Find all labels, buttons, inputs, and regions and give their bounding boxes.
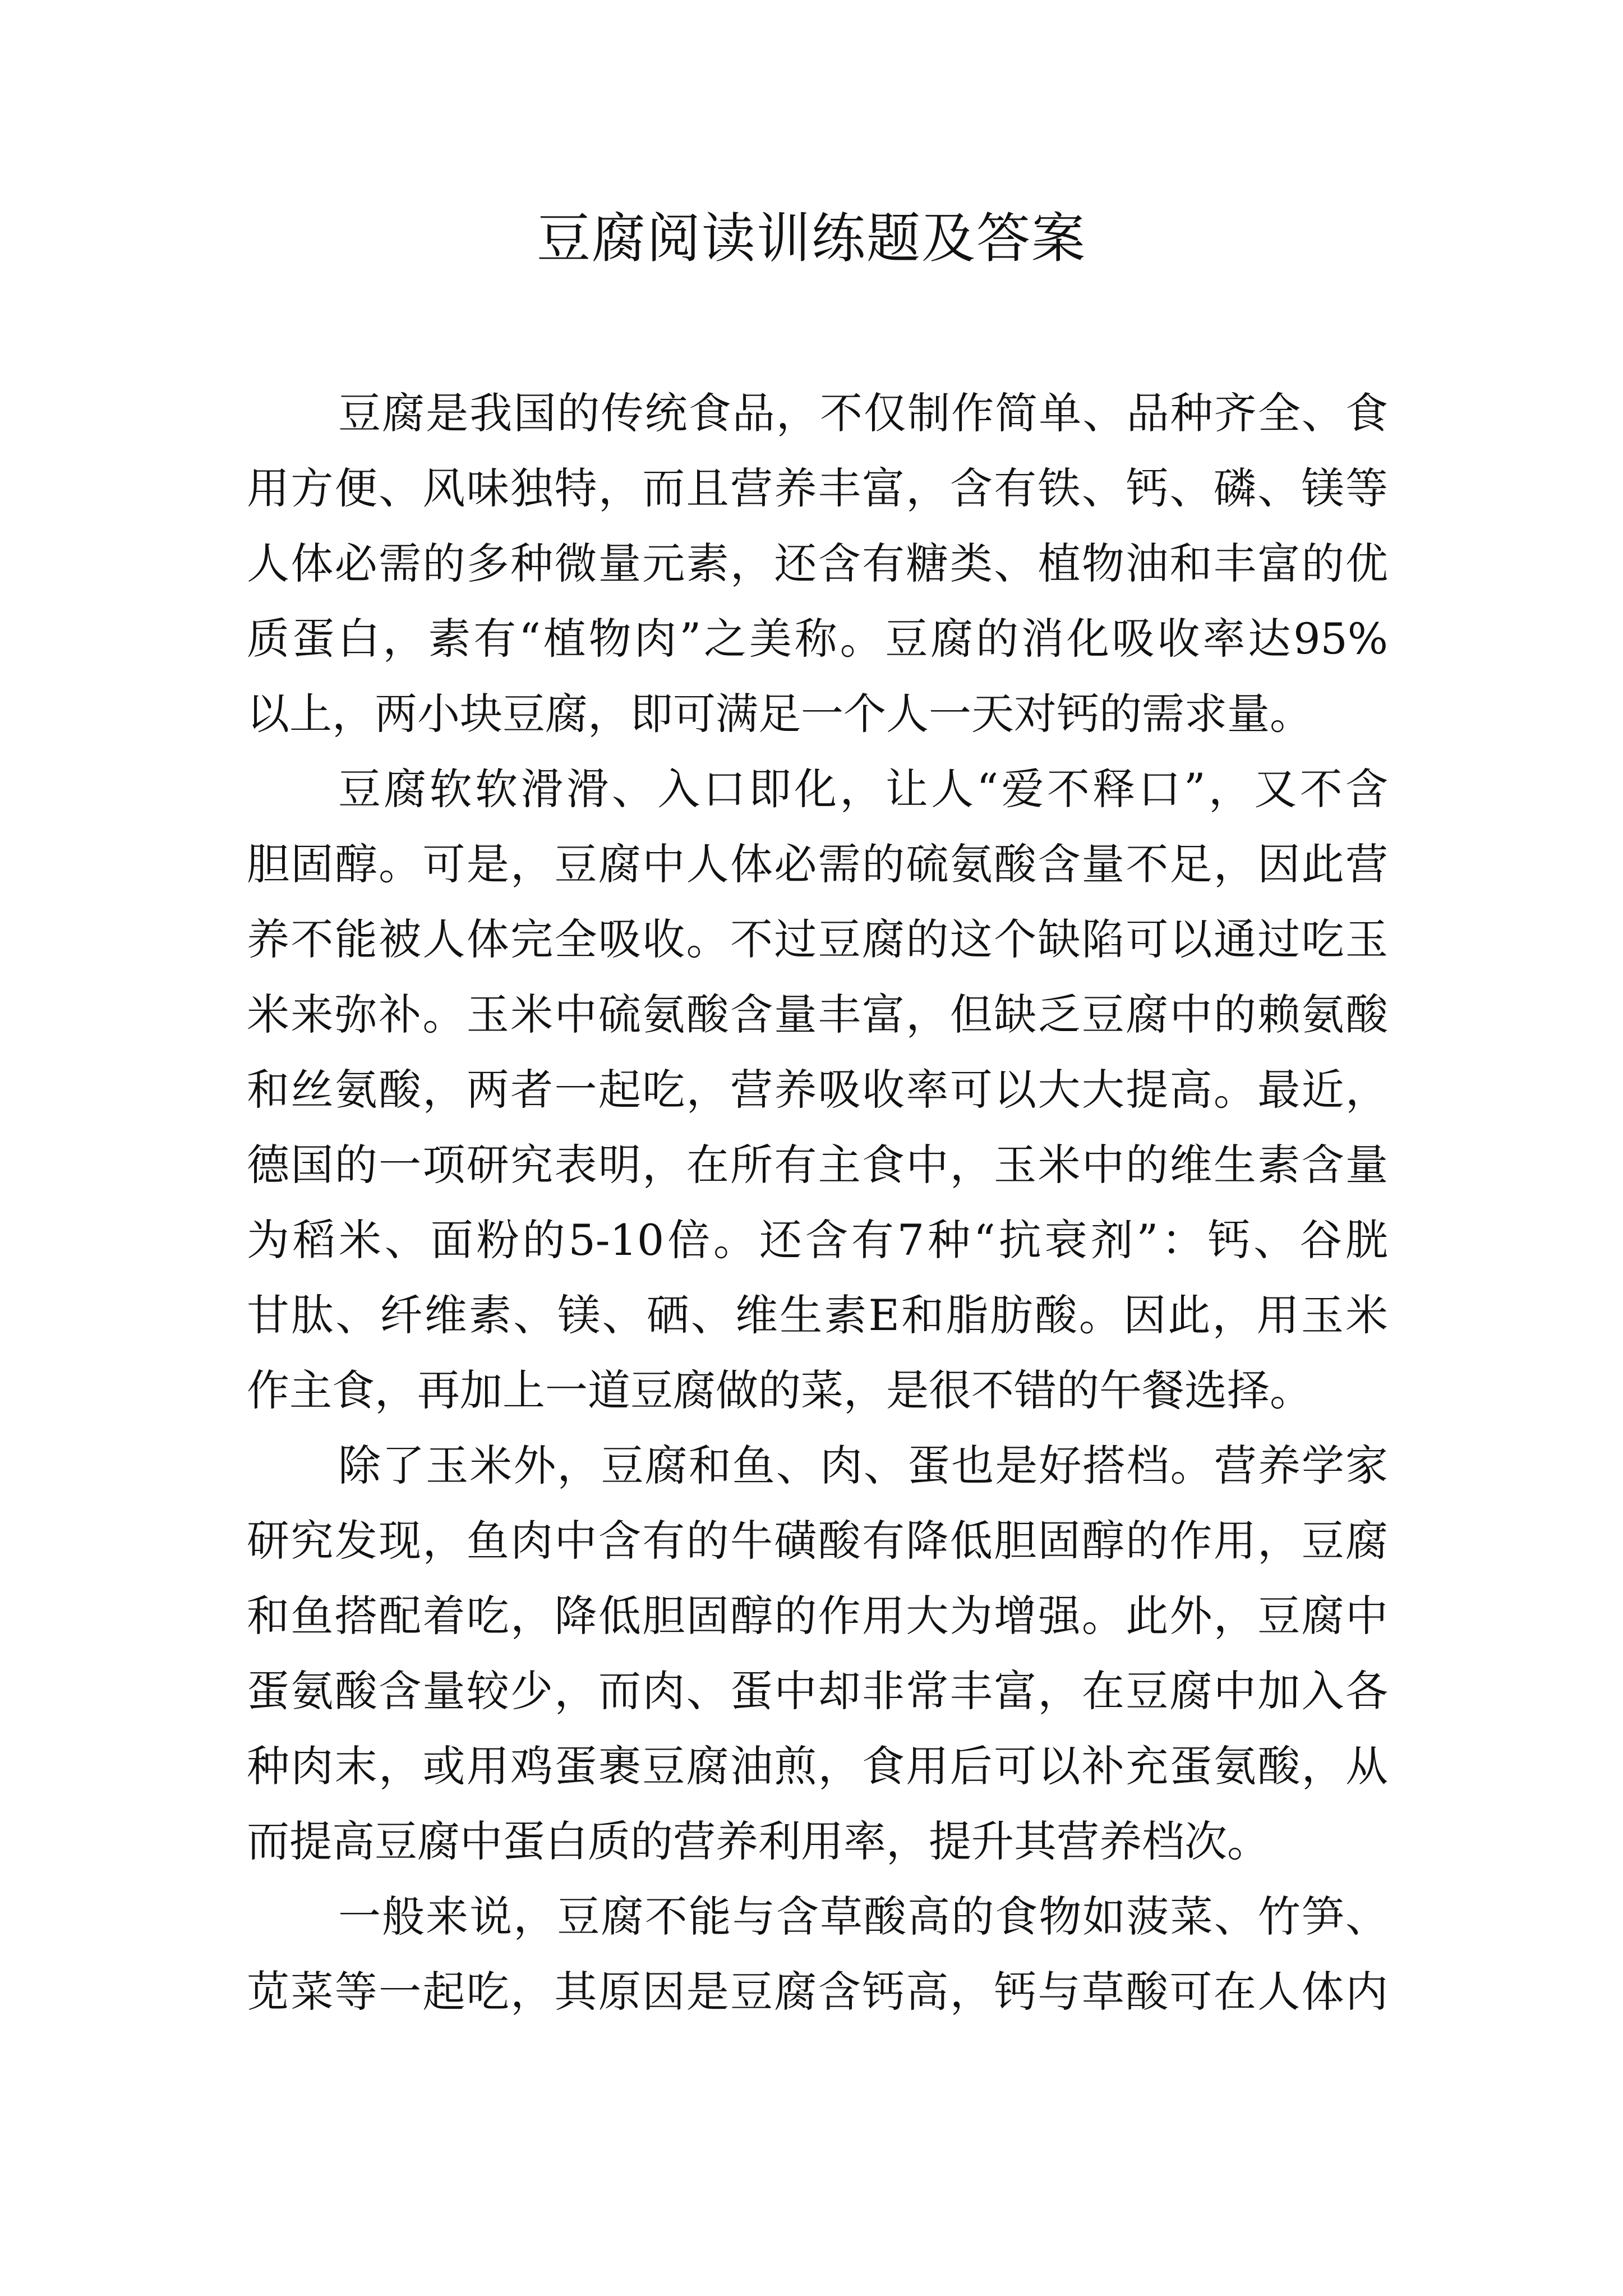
- paragraph-1-line-5: 以上，两小块豆腐，即可满足一个人一天对钙的需求量。: [247, 689, 1312, 739]
- paragraph-3-line-6: 而提高豆腐中蛋白质的营养利用率，提升其营养档次。: [247, 1816, 1270, 1866]
- paragraph-1-line-3: 人体必需的多种微量元素，还含有糖类、植物油和丰富的优: [247, 539, 1388, 588]
- paragraph-2-line-3: 养不能被人体完全吸收。不过豆腐的这个缺陷可以通过吃玉: [247, 914, 1388, 964]
- paragraph-3-line-3: 和鱼搭配着吃，降低胆固醇的作用大为增强。此外，豆腐中: [247, 1591, 1388, 1641]
- paragraph-2-line-2: 胆固醇。可是，豆腐中人体必需的硫氨酸含量不足，因此营: [247, 839, 1388, 889]
- paragraph-1-line-4: 质蛋白，素有“植物肉”之美称。豆腐的消化吸收率达95%: [247, 614, 1388, 664]
- paragraph-4-line-1: 一般来说，豆腐不能与含草酸高的食物如菠菜、竹笋、: [338, 1892, 1388, 1941]
- paragraph-3-line-5: 种肉末，或用鸡蛋裹豆腐油煎，食用后可以补充蛋氨酸，从: [247, 1741, 1388, 1791]
- paragraph-2-line-7: 为稻米、面粉的5-10倍。还含有7种“抗衰剂”：钙、谷胱: [247, 1215, 1388, 1265]
- paragraph-2-line-4: 米来弥补。玉米中硫氨酸含量丰富，但缺乏豆腐中的赖氨酸: [247, 990, 1388, 1039]
- paragraph-2-line-9: 作主食，再加上一道豆腐做的菜，是很不错的午餐选择。: [247, 1365, 1312, 1415]
- document-title: 豆腐阅读训练题及答案: [537, 207, 1086, 270]
- paragraph-4-line-2: 苋菜等一起吃，其原因是豆腐含钙高，钙与草酸可在人体内: [247, 1967, 1388, 2017]
- paragraph-2-line-1: 豆腐软软滑滑、入口即化，让人“爱不释口”，又不含: [338, 764, 1388, 814]
- paragraph-1-line-1: 豆腐是我国的传统食品，不仅制作简单、品种齐全、食: [338, 388, 1388, 438]
- paragraph-3-line-2: 研究发现，鱼肉中含有的牛磺酸有降低胆固醇的作用，豆腐: [247, 1516, 1388, 1566]
- paragraph-1-line-2: 用方便、风味独特，而且营养丰富，含有铁、钙、磷、镁等: [247, 463, 1388, 513]
- paragraph-2-line-6: 德国的一项研究表明，在所有主食中，玉米中的维生素含量: [247, 1140, 1388, 1190]
- paragraph-3-line-1: 除了玉米外，豆腐和鱼、肉、蛋也是好搭档。营养学家: [338, 1441, 1388, 1490]
- paragraph-2-line-5: 和丝氨酸，两者一起吃，营养吸收率可以大大提高。最近，: [247, 1065, 1388, 1115]
- document-body: [247, 376, 1388, 2030]
- paragraph-2-line-8: 甘肽、纤维素、镁、硒、维生素E和脂肪酸。因此，用玉米: [247, 1290, 1388, 1340]
- paragraph-3-line-4: 蛋氨酸含量较少，而肉、蛋中却非常丰富，在豆腐中加入各: [247, 1666, 1388, 1716]
